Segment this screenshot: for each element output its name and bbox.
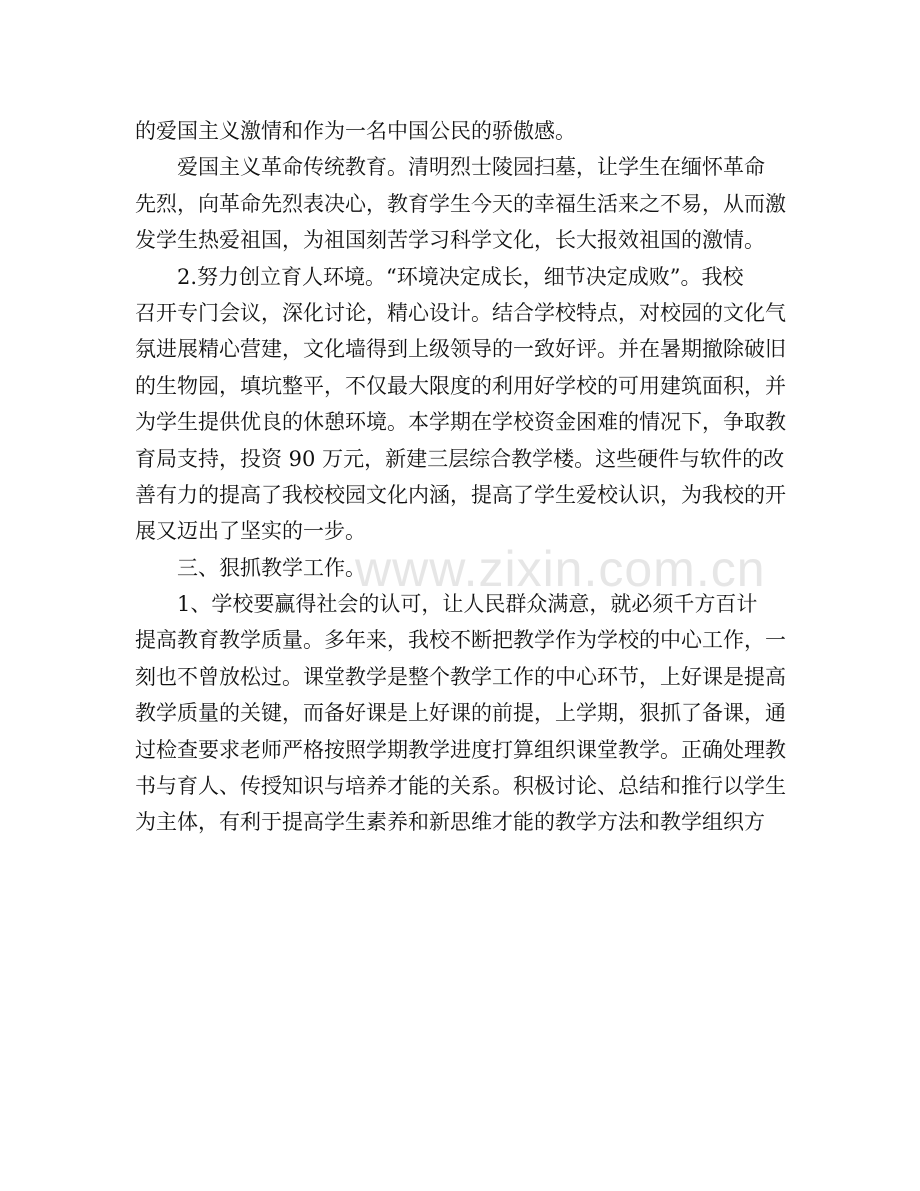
text-line: 为主体，有利于提高学生素养和新思维才能的教学方法和教学组织方 (135, 810, 765, 835)
text-line: 1、学校要赢得社会的认可，让人民群众满意，就必须千方百计 (177, 592, 758, 617)
body-text (135, 113, 787, 841)
text-line: 过检查要求老师严格按照学期教学进度打算组织课堂教学。正确处理教 (135, 737, 786, 762)
text-line: 提高教育教学质量。多年来，我校不断把教学作为学校的中心工作，一 (135, 628, 786, 653)
text-line: 氛进展精心营建，文化墙得到上级领导的一致好评。并在暑期撤除破旧 (135, 337, 786, 362)
watermark: www.zixin.com.cn (355, 541, 766, 597)
text-line: 刻也不曾放松过。课堂教学是整个教学工作的中心环节，上好课是提高 (135, 664, 786, 689)
text-line: 爱国主义革命传统教育。清明烈士陵园扫墓，让学生在缅怀革命 (177, 155, 765, 180)
text-line: 三、狠抓教学工作。 (177, 555, 366, 580)
text-line: 书与育人、传授知识与培养才能的关系。积极讨论、总结和推行以学生 (135, 774, 786, 799)
text-line: 教学质量的关键，而备好课是上好课的前提，上学期，狠抓了备课，通 (135, 701, 786, 726)
text-line: 为学生提供优良的休憩环境。本学期在学校资金困难的情况下，争取教 (135, 410, 786, 435)
text-line: 召开专门会议，深化讨论，精心设计。结合学校特点，对校园的文化气 (135, 300, 786, 325)
text-line: 育局支持，投资 90 万元，新建三层综合教学楼。这些硬件与软件的改 (135, 446, 785, 471)
text-line: 的爱国主义激情和作为一名中国公民的骄傲感。 (135, 119, 576, 143)
text-line: 先烈，向革命先烈表决心，教育学生今天的幸福生活来之不易，从而激 (135, 191, 786, 216)
text-line: 2.努力创立育人环境。“环境决定成长，细节决定成败”。我校 (177, 264, 744, 289)
text-line: 发学生热爱祖国，为祖国刻苦学习科学文化，长大报效祖国的激情。 (135, 228, 765, 253)
text-line: 善有力的提高了我校校园文化内涵，提高了学生爱校认识，为我校的开 (135, 482, 786, 507)
text-line: 的生物园，填坑整平，不仅最大限度的利用好学校的可用建筑面积，并 (135, 373, 786, 398)
text-line: 展又迈出了坚实的一步。 (135, 519, 366, 544)
